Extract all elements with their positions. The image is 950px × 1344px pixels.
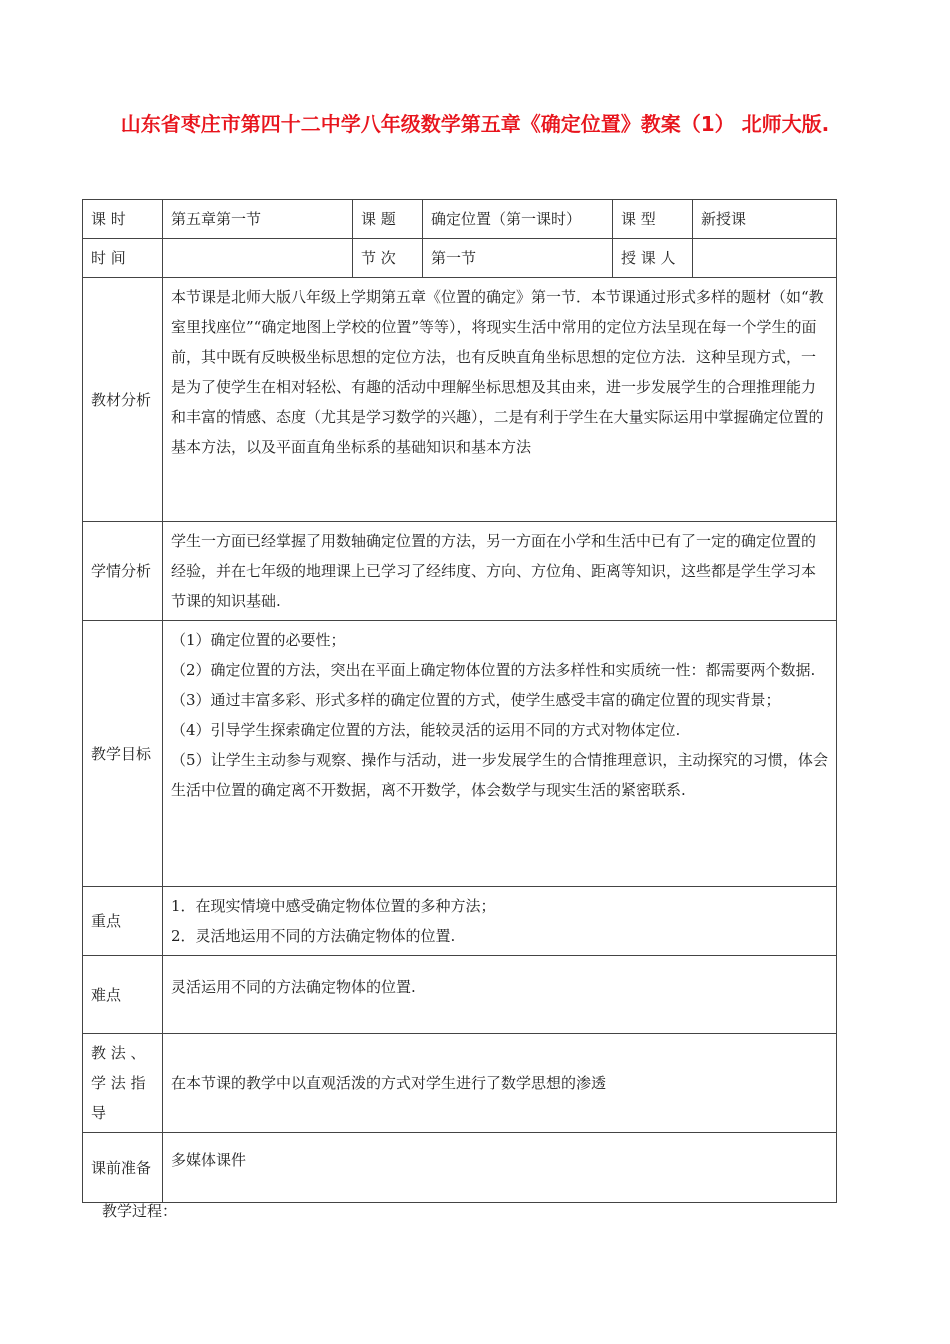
key-point-item: 2．灵活地运用不同的方法确定物体的位置. [171,927,456,945]
row-difficulty [83,956,837,1034]
key-point-item: 1．在现实情境中感受确定物体位置的多种方法； [171,897,496,915]
goal-item: （2）确定位置的方法，突出在平面上确定物体位置的方法多样性和实质统一性：都需要两个数据. [171,661,816,679]
label-topic: 课 题 [353,200,423,239]
label-textbook-analysis: 教材分析 [83,278,163,522]
methods-text: 在本节课的教学中以直观活泼的方式对学生进行了数学思想的渗透 [163,1034,837,1133]
label-student-analysis: 学情分析 [83,522,163,621]
label-teaching-goals: 教学目标 [83,621,163,887]
textbook-analysis-text: 本节课是北师大版八年级上学期第五章《位置的确定》第一节．本节课通过形式多样的题材（如“教室里找座位”“确定地图上学校的位置”等等），将现实生活中常用的定位方法呈现在每一个学生的面前，其中既有反映极坐标思想的定位方法，也有反映直角坐标思想的定位方法．这种呈现方式，一是为了使学生在相对轻松、有趣的活动中理解坐标思想及其由来，进一步发展学生的合理推理能力和丰富的情感、态度（尤其是学习数学的兴趣），二是有利于学生在大量实际运用中掌握确定位置的基本方法，以及平面直角坐标系的基础知识和基本方法 [163,278,837,522]
goal-item: （1）确定位置的必要性； [171,631,346,649]
lesson-plan-table [82,199,837,1203]
label-lesson-type: 课 型 [613,200,693,239]
label-session: 节 次 [353,239,423,278]
teaching-goals-cell [163,621,837,887]
label-time: 时 间 [83,239,163,278]
goal-item: （5）让学生主动参与观察、操作与活动，进一步发展学生的合情推理意识，主动探究的习惯，体会生活中位置的确定离不开数据，离不开数学，体会数学与现实生活的紧密联系. [171,751,828,799]
label-teacher: 授 课 人 [613,239,693,278]
value-time [163,239,353,278]
label-preparation: 课前准备 [83,1133,163,1203]
value-lesson-period: 第五章第一节 [163,200,353,239]
label-lesson-period: 课 时 [83,200,163,239]
value-teacher [693,239,837,278]
label-methods: 教 法 、 学 法 指 导 [83,1034,163,1133]
row-teaching-goals [83,621,837,887]
header-row-1 [83,200,837,239]
document-title: 山东省枣庄市第四十二中学八年级数学第五章《确定位置》教案（1） 北师大版. [120,112,830,136]
row-textbook-analysis [83,278,837,522]
value-topic: 确定位置（第一课时） [423,200,613,239]
value-lesson-type: 新授课 [693,200,837,239]
row-methods [83,1034,837,1133]
label-key-points: 重点 [83,887,163,956]
preparation-text: 多媒体课件 [163,1133,837,1203]
goal-item: （4）引导学生探索确定位置的方法，能较灵活的运用不同的方式对物体定位. [171,721,681,739]
difficulty-text: 灵活运用不同的方法确定物体的位置. [163,956,837,1034]
value-session: 第一节 [423,239,613,278]
goal-item: （3）通过丰富多彩、形式多样的确定位置的方式，使学生感受丰富的确定位置的现实背景； [171,691,781,709]
header-row-2 [83,239,837,278]
row-preparation [83,1133,837,1203]
key-points-cell [163,887,837,956]
row-student-analysis [83,522,837,621]
teaching-process-label: 教学过程： [102,1202,178,1220]
label-difficulty: 难点 [83,956,163,1034]
row-key-points [83,887,837,956]
student-analysis-text: 学生一方面已经掌握了用数轴确定位置的方法，另一方面在小学和生活中已有了一定的确定位置的经验，并在七年级的地理课上已学习了经纬度、方向、方位角、距离等知识，这些都是学生学习本节课的知识基础. [163,522,837,621]
